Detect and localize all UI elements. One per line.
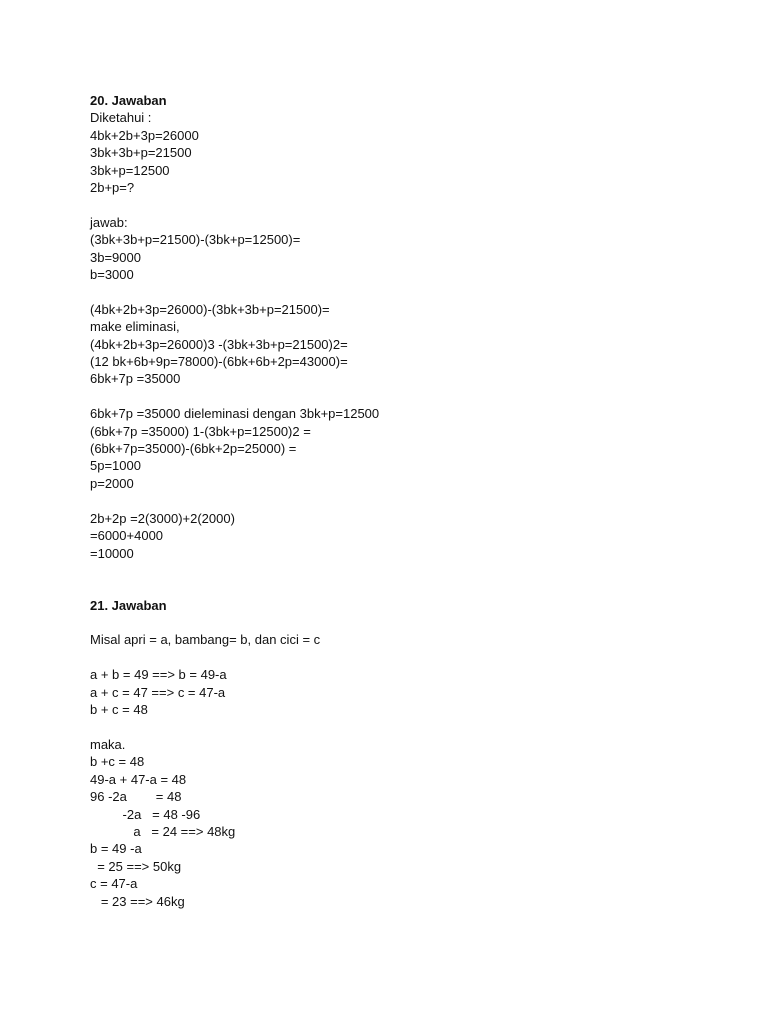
q21-lines (90, 631, 710, 909)
text-line: = 23 ==> 46kg (90, 893, 185, 909)
text-line: 96 -2a = 48 (90, 789, 182, 805)
spacer (90, 579, 710, 596)
blank-line (90, 283, 710, 300)
text-line: a + b = 49 ==> b = 49-a (90, 667, 227, 683)
text-line: b = 49 -a (90, 841, 142, 857)
text-line: jawab: (90, 214, 128, 230)
text-line: (4bk+2b+3p=26000)3 -(3bk+3b+p=21500)2= (90, 336, 348, 352)
blank-line (90, 388, 710, 405)
text-line: 49-a + 47-a = 48 (90, 771, 187, 787)
text-line: (4bk+2b+3p=26000)-(3bk+3b+p=21500)= (90, 301, 330, 317)
text-line: b + c = 48 (90, 702, 148, 718)
text-line: =6000+4000 (90, 528, 164, 544)
text-line: 5p=1000 (90, 458, 141, 474)
document-body (90, 92, 710, 910)
text-line: 6bk+7p =35000 dieleminasi dengan 3bk+p=12500 (90, 406, 380, 422)
text-line: maka. (90, 736, 126, 752)
blank-line (90, 196, 710, 213)
text-line: 2b+2p =2(3000)+2(2000) (90, 510, 235, 526)
text-line: 3bk+p=12500 (90, 162, 170, 178)
text-line: 3bk+3b+p=21500 (90, 145, 192, 161)
blank-line (90, 719, 710, 736)
text-line: -2a = 48 -96 (90, 806, 201, 822)
text-line: (6bk+7p =35000) 1-(3bk+p=12500)2 = (90, 423, 311, 439)
text-line: a + c = 47 ==> c = 47-a (90, 684, 226, 700)
text-line: (6bk+7p=35000)-(6bk+2p=25000) = (90, 441, 297, 457)
blank-line (90, 649, 710, 666)
text-line: 2b+p=? (90, 180, 135, 196)
text-line: c = 47-a (90, 876, 138, 892)
text-line: 4bk+2b+3p=26000 (90, 127, 199, 143)
text-line: Diketahui : (90, 110, 152, 126)
q20-lines (90, 109, 710, 562)
q21-heading: 21. Jawaban (90, 597, 167, 613)
text-line: = 25 ==> 50kg (90, 858, 182, 874)
text-line: b=3000 (90, 267, 134, 283)
spacer (90, 562, 710, 579)
blank-line (90, 492, 710, 509)
text-line: 6bk+7p =35000 (90, 371, 181, 387)
text-line: Misal apri = a, bambang= b, dan cici = c (90, 632, 321, 648)
text-line: p=2000 (90, 475, 134, 491)
q20-heading: 20. Jawaban (90, 93, 167, 108)
text-line: b +c = 48 (90, 754, 145, 770)
text-line: 3b=9000 (90, 249, 141, 265)
text-line: a = 24 ==> 48kg (90, 823, 236, 839)
spacer (90, 614, 710, 631)
text-line: make eliminasi, (90, 319, 180, 335)
text-line: (12 bk+6b+9p=78000)-(6bk+6b+2p=43000)= (90, 354, 348, 370)
text-line: (3bk+3b+p=21500)-(3bk+p=12500)= (90, 232, 301, 248)
text-line: =10000 (90, 545, 134, 561)
